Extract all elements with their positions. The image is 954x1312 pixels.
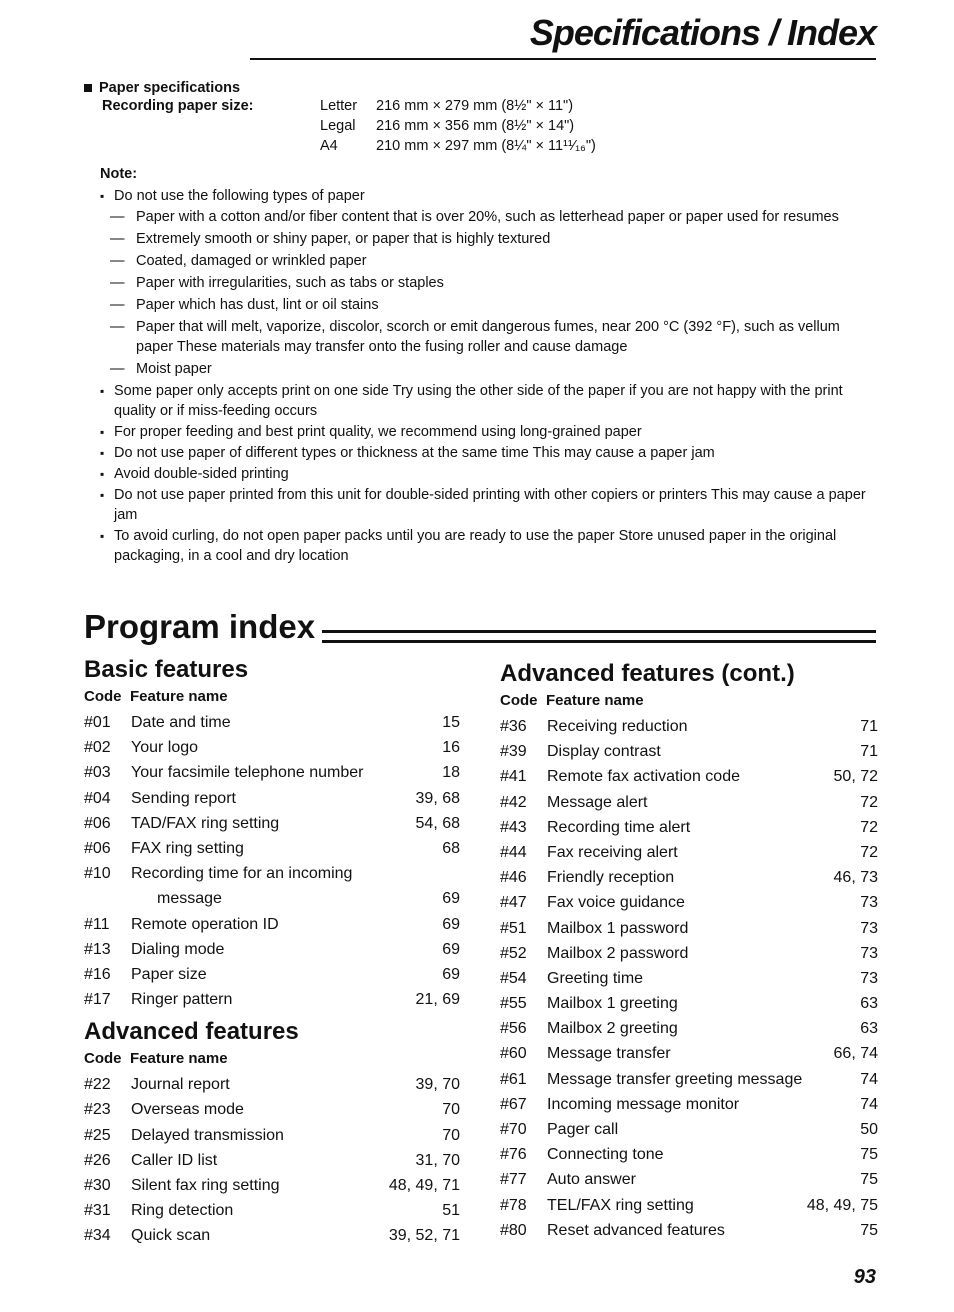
feature-name-line: Recording time for an incoming	[131, 865, 353, 883]
paper-size-value: 216 mm × 279 mm (8½" × 11")	[376, 98, 574, 114]
paper-size-name: Letter	[320, 98, 358, 114]
feature-page: 16	[442, 739, 460, 757]
feature-name: Message alert	[547, 793, 648, 811]
feature-page: 51	[442, 1202, 460, 1220]
feature-row	[500, 1016, 880, 1041]
feature-page: 50	[860, 1121, 878, 1138]
note-sub-item: — Coated, damaged or wrinkled paper	[100, 251, 880, 271]
paper-size-row	[320, 98, 596, 118]
feature-code: #30	[84, 1177, 111, 1195]
paper-size-row	[320, 138, 596, 158]
paper-size-name: A4	[320, 138, 338, 154]
paper-specifications	[84, 78, 884, 564]
feature-page: 66, 74	[833, 1045, 878, 1063]
feature-code: #80	[500, 1221, 527, 1239]
feature-name: Overseas mode	[131, 1101, 244, 1119]
feature-page: 18	[442, 764, 460, 782]
feature-code: #22	[84, 1076, 111, 1094]
feature-code: #55	[500, 995, 527, 1013]
feature-code: #70	[500, 1121, 527, 1138]
note-sub-item: — Paper with irregularities, such as tabs or staples	[100, 273, 880, 293]
feature-name: Ring detection	[131, 1202, 234, 1220]
feature-name: Remote fax activation code	[547, 768, 740, 786]
note-sub-item: — Moist paper	[100, 359, 880, 379]
feature-code: #16	[84, 965, 111, 983]
feature-row	[84, 1223, 464, 1248]
feature-name: Reset advanced features	[547, 1221, 725, 1239]
basic-features-column	[84, 656, 464, 1249]
feature-row	[84, 1198, 464, 1223]
note-list	[100, 186, 880, 567]
feature-name: Journal report	[131, 1076, 230, 1094]
feature-name: Connecting tone	[547, 1146, 664, 1164]
feature-page: 69	[442, 965, 460, 983]
feature-name: Mailbox 2 greeting	[547, 1020, 678, 1038]
feature-code: #42	[500, 793, 527, 811]
feature-name: Incoming message monitor	[547, 1095, 740, 1113]
feature-code: #44	[500, 843, 527, 861]
feature-code: #67	[500, 1095, 527, 1113]
feature-name: Mailbox 1 password	[547, 919, 689, 937]
feature-code: #56	[500, 1020, 527, 1038]
feature-page: 31, 70	[415, 1151, 460, 1169]
feature-row	[500, 890, 880, 915]
feature-page: 46, 73	[833, 869, 878, 887]
program-index-rule	[322, 630, 876, 643]
feature-name: Paper size	[131, 965, 207, 983]
feature-page: 39, 52, 71	[388, 1227, 460, 1245]
feature-name: Pager call	[547, 1121, 619, 1138]
feature-name: FAX ring setting	[131, 839, 244, 857]
feature-page: 69	[442, 940, 460, 958]
advanced-features-list	[84, 1072, 464, 1248]
paper-spec-heading	[84, 78, 884, 98]
feature-page: 63	[860, 1020, 878, 1038]
feature-page: 73	[860, 894, 878, 912]
feature-code: #34	[84, 1227, 111, 1245]
header-rule	[250, 58, 876, 60]
square-bullet-icon	[84, 84, 92, 92]
note-sub-item: — Paper which has dust, lint or oil stains	[100, 295, 880, 315]
basic-features-title: Basic features	[84, 656, 249, 683]
advanced-features-cont-header	[500, 692, 880, 714]
paper-size-row	[320, 118, 596, 138]
feature-page: 48, 49, 75	[806, 1196, 878, 1214]
advanced-features-section	[84, 1018, 464, 1248]
feature-code: #54	[500, 969, 527, 987]
feature-row	[84, 811, 464, 836]
code-column-header: Code	[84, 688, 122, 705]
feature-name-column-header: Feature name	[130, 688, 228, 705]
feature-code: #13	[84, 940, 111, 958]
feature-page: 63	[860, 995, 878, 1013]
feature-code: #26	[84, 1151, 111, 1169]
paper-size-value: 210 mm × 297 mm (8¼" × 11¹¹⁄₁₆")	[376, 138, 596, 154]
code-column-header: Code	[84, 1050, 122, 1068]
feature-row	[500, 764, 880, 789]
feature-page: 73	[860, 969, 878, 987]
advanced-features-cont-list	[500, 714, 880, 1243]
paper-size-value: 216 mm × 356 mm (8½" × 14")	[376, 118, 575, 134]
feature-page: 70	[442, 1126, 460, 1144]
feature-code: #47	[500, 894, 527, 912]
feature-code: #03	[84, 764, 111, 782]
feature-code: #61	[500, 1070, 527, 1088]
basic-features-list	[84, 710, 464, 1012]
advanced-features-title: Advanced features	[84, 1018, 299, 1046]
feature-page: 74	[860, 1070, 878, 1088]
feature-page: 74	[860, 1095, 878, 1113]
feature-row	[500, 1218, 880, 1243]
note-item: ▪ Do not use paper printed from this unit for double-sided printing with other copiers or printers This may cause a paper jam	[100, 485, 880, 525]
feature-page: 48, 49, 71	[388, 1177, 460, 1195]
feature-code: #04	[84, 789, 111, 807]
recording-paper-size	[84, 98, 884, 154]
feature-row	[500, 840, 880, 865]
feature-name: Remote operation ID	[131, 915, 279, 933]
feature-code: #52	[500, 944, 527, 962]
feature-page: 72	[860, 843, 878, 861]
feature-code: #46	[500, 869, 527, 887]
feature-code: #06	[84, 814, 111, 832]
feature-row	[500, 991, 880, 1016]
feature-page: 39, 68	[415, 789, 460, 807]
note-sub-item: — Extremely smooth or shiny paper, or paper that is highly textured	[100, 229, 880, 249]
feature-page: 71	[860, 718, 878, 735]
feature-page: 69	[442, 915, 460, 933]
feature-name-column-header: Feature name	[546, 692, 644, 709]
feature-name: Ringer pattern	[131, 991, 233, 1009]
feature-page: 54, 68	[415, 814, 460, 832]
note-item	[100, 186, 880, 206]
feature-name: Your facsimile telephone number	[131, 764, 364, 782]
feature-page: 71	[860, 743, 878, 761]
feature-name: TAD/FAX ring setting	[131, 814, 280, 832]
advanced-features-cont-title: Advanced features (cont.)	[500, 660, 795, 687]
feature-page: 68	[442, 839, 460, 857]
paper-spec-heading-text: Paper specifications	[99, 80, 241, 96]
feature-name: Fax voice guidance	[547, 894, 685, 912]
feature-row	[84, 861, 464, 911]
code-column-header: Code	[500, 692, 538, 709]
feature-code: #31	[84, 1202, 111, 1220]
paper-size-name: Legal	[320, 118, 356, 134]
feature-code: #10	[84, 865, 111, 883]
feature-page: 75	[860, 1221, 878, 1239]
feature-code: #51	[500, 919, 527, 937]
feature-row	[500, 941, 880, 966]
feature-name: Dialing mode	[131, 940, 225, 958]
feature-code: #43	[500, 818, 527, 836]
feature-row	[500, 1067, 880, 1092]
feature-name: Quick scan	[131, 1227, 211, 1245]
feature-row	[84, 786, 464, 811]
feature-page: 75	[860, 1146, 878, 1164]
recording-paper-size-label: Recording paper size:	[102, 98, 254, 114]
paper-size-list	[320, 98, 596, 158]
feature-name: Caller ID list	[131, 1151, 218, 1169]
feature-row	[84, 937, 464, 962]
feature-name: Auto answer	[547, 1171, 636, 1189]
note-sub-list	[100, 207, 880, 379]
note-item: ▪ Do not use paper of different types or thickness at the same time This may cause a paper jam	[100, 443, 880, 463]
feature-page: 75	[860, 1171, 878, 1189]
basic-features-header	[84, 688, 464, 710]
feature-code: #11	[84, 915, 110, 933]
feature-page: 69	[442, 890, 460, 908]
feature-code: #41	[500, 768, 527, 786]
feature-name: Message transfer	[547, 1045, 671, 1063]
feature-row	[500, 1167, 880, 1192]
feature-name: Sending report	[131, 789, 236, 807]
feature-row	[84, 987, 464, 1012]
feature-name-line: message	[157, 890, 222, 908]
note-sub-item: — Paper with a cotton and/or fiber content that is over 20%, such as letterhead paper or paper used for resumes	[100, 207, 880, 227]
feature-row	[84, 1148, 464, 1173]
feature-name: Fax receiving alert	[547, 843, 678, 861]
note-sub-item: — Paper that will melt, vaporize, discolor, scorch or emit dangerous fumes, near 200 °C (392 °F), such as vellum paper These materials may transfer onto the fusing roller and cause damage	[100, 317, 880, 357]
feature-page: 39, 70	[415, 1076, 460, 1094]
feature-name: Greeting time	[547, 969, 644, 987]
feature-code: #02	[84, 739, 111, 757]
advanced-features-cont-column	[500, 660, 880, 1243]
note-item: ▪ To avoid curling, do not open paper packs until you are ready to use the paper Store unused paper in the original packaging, in a cool and dry location	[100, 526, 880, 566]
feature-row	[84, 1173, 464, 1198]
feature-name: Recording time alert	[547, 818, 691, 836]
feature-page: 70	[442, 1101, 460, 1119]
feature-row	[84, 962, 464, 987]
feature-page: 72	[860, 818, 878, 836]
feature-row	[500, 1193, 880, 1218]
feature-page: 72	[860, 793, 878, 811]
feature-name: Friendly reception	[547, 869, 675, 887]
feature-row	[84, 710, 464, 735]
feature-code: #17	[84, 991, 111, 1009]
page-number: 93	[853, 1266, 876, 1288]
feature-name: Silent fax ring setting	[131, 1177, 280, 1195]
feature-row	[84, 1123, 464, 1148]
feature-name: Date and time	[131, 714, 231, 731]
page-title: Specifications / Index	[529, 12, 876, 53]
feature-name: Mailbox 1 greeting	[547, 995, 678, 1013]
feature-page: 21, 69	[415, 991, 460, 1009]
feature-row	[500, 815, 880, 840]
feature-row	[500, 966, 880, 991]
feature-code: #60	[500, 1045, 527, 1063]
note-item: ▪ Some paper only accepts print on one side Try using the other side of the paper if you are not happy with the print quality or if miss-feeding occurs	[100, 381, 880, 421]
feature-row	[84, 760, 464, 785]
feature-code: #39	[500, 743, 527, 761]
feature-code: #23	[84, 1101, 111, 1119]
feature-name: Message transfer greeting message	[547, 1070, 803, 1088]
feature-name: Delayed transmission	[131, 1126, 284, 1144]
feature-row	[500, 790, 880, 815]
program-index-title: Program index	[84, 608, 316, 645]
note-text: Do not use the following types of paper	[114, 188, 365, 204]
feature-row	[84, 912, 464, 937]
feature-row	[500, 1117, 880, 1142]
feature-row	[500, 1092, 880, 1117]
feature-row	[500, 739, 880, 764]
feature-row	[84, 735, 464, 760]
feature-row	[500, 865, 880, 890]
feature-row	[84, 836, 464, 861]
note-item: ▪ Avoid double-sided printing	[100, 464, 880, 484]
feature-name: Receiving reduction	[547, 718, 688, 735]
feature-row	[500, 916, 880, 941]
feature-code: #25	[84, 1126, 111, 1144]
feature-row	[84, 1097, 464, 1122]
feature-code: #77	[500, 1171, 527, 1189]
feature-page: 50, 72	[833, 768, 878, 786]
note-title: Note:	[100, 166, 138, 182]
advanced-features-header	[84, 1050, 464, 1072]
feature-row	[500, 1142, 880, 1167]
feature-code: #06	[84, 839, 111, 857]
feature-name	[131, 861, 401, 911]
note-item: ▪ For proper feeding and best print quality, we recommend using long-grained paper	[100, 422, 880, 442]
feature-name: TEL/FAX ring setting	[547, 1196, 694, 1214]
feature-name: Mailbox 2 password	[547, 944, 689, 962]
feature-row	[500, 1041, 880, 1066]
feature-row	[500, 714, 880, 739]
feature-page: 15	[442, 714, 460, 731]
feature-page: 73	[860, 944, 878, 962]
feature-name: Display contrast	[547, 743, 661, 761]
feature-code: #78	[500, 1196, 527, 1214]
feature-code: #01	[84, 714, 111, 731]
feature-name-column-header: Feature name	[130, 1050, 228, 1068]
feature-code: #76	[500, 1146, 527, 1164]
feature-page: 73	[860, 919, 878, 937]
feature-row	[84, 1072, 464, 1097]
feature-name: Your logo	[131, 739, 199, 757]
feature-code: #36	[500, 718, 527, 735]
